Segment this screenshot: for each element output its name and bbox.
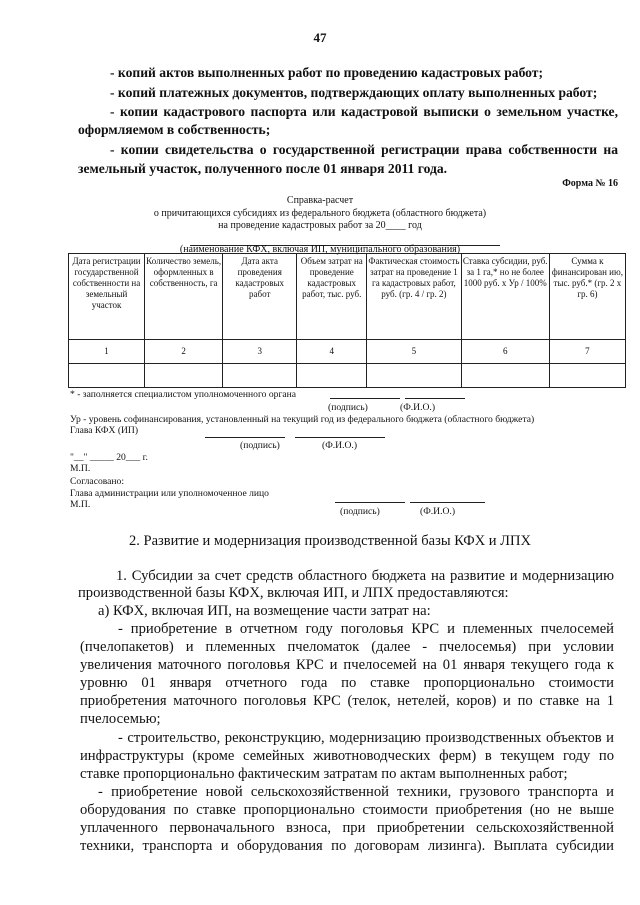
admin-head-label: Глава администрации или уполномоченное лицо (70, 488, 269, 499)
name-caption: (Ф.И.О.) (322, 440, 358, 451)
name-line (410, 502, 485, 503)
stamp-place: М.П. (70, 463, 91, 474)
column-header: Ставка субсидии, руб. за 1 га,* но не более 1000 руб. х Ур / 100% (461, 254, 549, 340)
subsidy-calculation-table (68, 253, 626, 388)
list-item: - копии кадастрового паспорта или кадастровой выписки о земельном участке, (110, 104, 618, 119)
signature-caption: (подпись) (340, 506, 380, 517)
name-caption: (Ф.И.О.) (420, 506, 456, 517)
stamp-place: М.П. (70, 499, 91, 510)
list-item: - копии свидетельства о государственной регистрации права собственности на (110, 142, 618, 157)
column-number: 5 (367, 340, 461, 364)
column-header: Дата акта проведения кадастровых работ (223, 254, 297, 340)
list-item: - копий платежных документов, подтверждающих оплату выполненных работ; (110, 85, 598, 100)
paragraph-line: ставке пропорционально фактическим затратам по актам выполненных работ; (80, 766, 568, 782)
paragraph-line: уплаченного первоначального взноса, при приобретении сельскохозяйственной (80, 820, 614, 836)
name-caption: (Ф.И.О.) (400, 402, 436, 413)
column-header: Фактическая стоимость затрат на проведение 1 га кадастровых работ, руб. (гр. 4 / гр. 2) (367, 254, 461, 340)
list-item: - копий актов выполненных работ по проведению кадастровых работ; (110, 65, 544, 80)
agreed-label: Согласовано: (70, 476, 125, 487)
section-title: 2. Развитие и модернизация производственной базы КФХ и ЛПХ (129, 533, 531, 549)
signature-line (330, 398, 400, 399)
form-subtitle: о причитающихся субсидиях из федерального бюджета (областного бюджета) (153, 208, 487, 219)
table-cell (223, 364, 297, 388)
column-number: 4 (297, 340, 367, 364)
table-cell (367, 364, 461, 388)
name-line (295, 437, 385, 438)
name-line (405, 398, 465, 399)
paragraph-line: уровню 01 января отчетного года по ставке пропорционально стоимости (80, 675, 614, 691)
list-item-continuation: земельный участок, полученного после 01 января 2011 года. (78, 161, 448, 176)
paragraph-line: производственной базы КФХ, включая ИП, и ЛПХ предоставляются: (78, 585, 509, 601)
table-cell (69, 364, 145, 388)
list-item-continuation: оформляемом в собственность; (78, 122, 271, 137)
column-number: 6 (461, 340, 549, 364)
date-line: "__" _____ 20___ г. (70, 452, 148, 463)
paragraph-line: пчелосемью; (80, 711, 161, 727)
page-number: 47 (313, 30, 327, 45)
signature-caption: (подпись) (328, 402, 368, 413)
column-header: Сумма к финансирован ию, тыс. руб.* (гр. 2 х гр. 6) (549, 254, 625, 340)
column-number: 1 (69, 340, 145, 364)
paragraph-line: - приобретение новой сельскохозяйственной техники, грузового транспорта и (98, 784, 614, 800)
column-header: Количество земель, оформленных в собственность, га (145, 254, 223, 340)
form-subtitle-period: на проведение кадастровых работ за 20____ год (218, 220, 422, 231)
column-number: 3 (223, 340, 297, 364)
table-cell (297, 364, 367, 388)
paragraph-line: приобретения маточного поголовья КРС (телок, нетелей, коров) и по ставке на 1 (80, 693, 614, 709)
paragraph-line: увеличения маточного поголовья КРС и пчелосемей на 01 января текущего года к (80, 657, 614, 673)
column-header: Объем затрат на проведение кадастровых работ, тыс. руб. (297, 254, 367, 340)
paragraph-line: - приобретение в отчетном году поголовья КРС и племенных пчелосемей (118, 621, 614, 637)
paragraph-line: техники, транспорта и оборудования по договорам лизинга). Выплата субсидии (80, 838, 614, 854)
signature-line (205, 437, 285, 438)
column-number: 2 (145, 340, 223, 364)
paragraph-line: оборудования по ставке пропорционально стоимости приобретения (но не выше (80, 802, 614, 818)
signature-line (335, 502, 405, 503)
form-label: Форма № 16 (562, 178, 618, 189)
farm-head-label: Глава КФХ (ИП) (70, 425, 139, 436)
signature-caption: (подпись) (240, 440, 280, 451)
org-name-caption: (наименование КФХ, включая ИП, муниципального образования) (179, 244, 461, 255)
paragraph-line: инфраструктуры (кроме семейных животноводческих ферм) в текущем году по (80, 748, 614, 764)
column-number: 7 (549, 340, 625, 364)
footnote: * - заполняется специалистом уполномоченного органа (70, 389, 297, 400)
paragraph-line: а) КФХ, включая ИП, на возмещение части затрат на: (98, 603, 431, 619)
table-cell (461, 364, 549, 388)
table-cell (549, 364, 625, 388)
form-title: Справка-расчет (286, 195, 354, 206)
paragraph-line: - строительство, реконструкцию, модернизацию производственных объектов и (118, 730, 614, 746)
paragraph-line: 1. Субсидии за счет средств областного бюджета на развитие и модернизацию (116, 568, 614, 584)
column-header: Дата регистрации государственной собственности на земельный участок (69, 254, 145, 340)
paragraph-line: (пчелопакетов) и племенных пчеломаток (далее - пчелосемья) при условии (80, 639, 614, 655)
table-cell (145, 364, 223, 388)
cofinancing-note: Ур - уровень софинансирования, установленный на текущий год из федерального бюджета (областного бюджета) (70, 414, 535, 425)
